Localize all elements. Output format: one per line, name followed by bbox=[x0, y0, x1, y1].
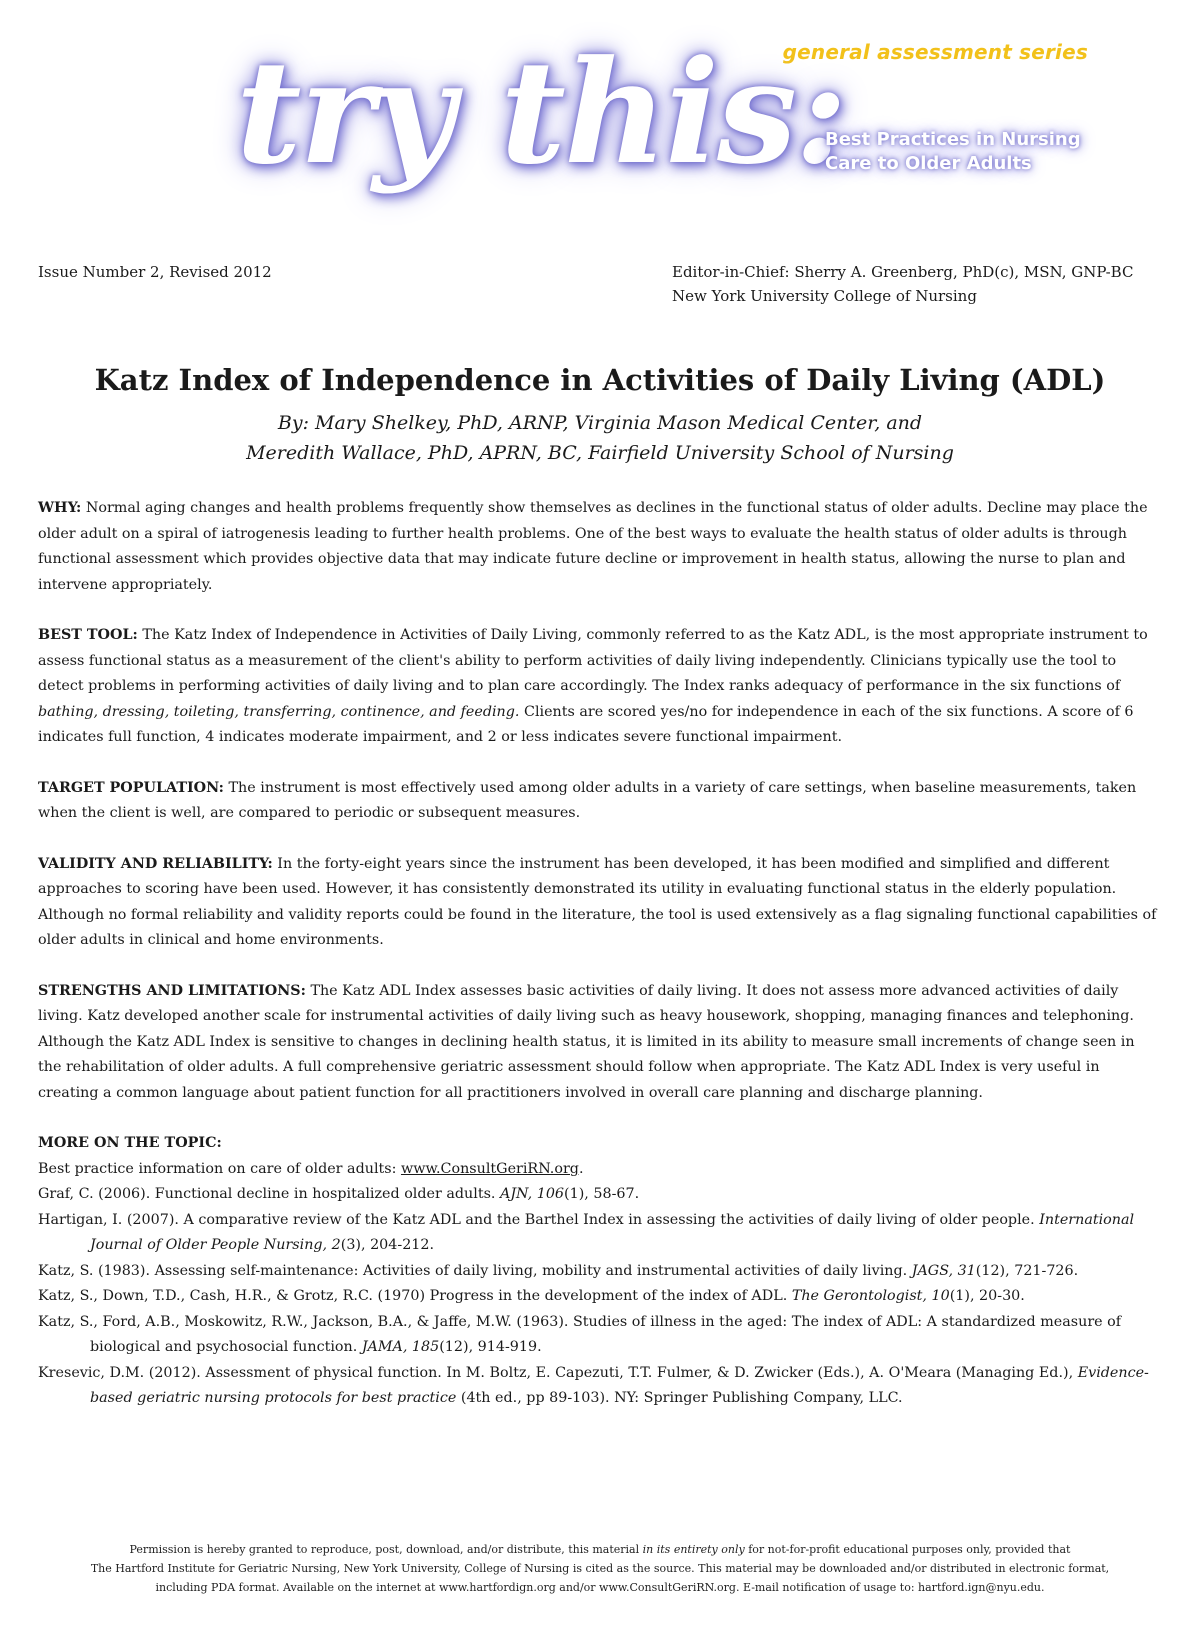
issue-number: Issue Number 2, Revised 2012 bbox=[38, 263, 272, 281]
more-on-topic bbox=[38, 1131, 1160, 1412]
section-best-tool-functions: bathing, dressing, toileting, transferring, continence, and feeding. bbox=[38, 703, 520, 720]
section-validity bbox=[38, 852, 1160, 954]
section-strengths-label: STRENGTHS AND LIMITATIONS: bbox=[38, 982, 306, 999]
section-strengths-text: The Katz ADL Index assesses basic activities of daily living. It does not assess more advanced activities of daily living. Katz developed another scale for instrumental activities of daily living such as heavy housework, shopping, managing finances and telephoning. Although the Katz ADL Index is sensitive to changes in declining health status, it is limited in its ability to measure small increments of change seen in the rehabilitation of older adults. A full comprehensive geriatric assessment should follow when appropriate. The Katz ADL Index is very useful in creating a common language about patient function for all practitioners involved in overall care planning and discharge planning. bbox=[38, 982, 1135, 1101]
byline-line-2: Meredith Wallace, PhD, APRN, BC, Fairfield University School of Nursing bbox=[246, 442, 954, 464]
reference-book-title: Evidence-based geriatric nursing protocols for best practice bbox=[90, 1364, 1149, 1406]
reference-item bbox=[38, 1259, 1160, 1285]
reference-journal: JAGS, 31 bbox=[911, 1262, 976, 1279]
section-validity-label: VALIDITY AND RELIABILITY: bbox=[38, 855, 273, 872]
best-practice-end: . bbox=[578, 1160, 584, 1177]
reference-journal: The Gerontologist, 10 bbox=[791, 1288, 950, 1304]
reference-item bbox=[38, 1182, 1160, 1208]
footer-text: Permission is hereby granted to reproduce, post, download, and/or distribute, this material bbox=[129, 1543, 640, 1556]
section-best-tool bbox=[38, 623, 1160, 751]
reference-text: Graf, C. (2006). Functional decline in hospitalized older adults. bbox=[38, 1186, 496, 1202]
reference-item bbox=[38, 1208, 1160, 1259]
byline bbox=[0, 408, 1200, 468]
editor-block bbox=[672, 260, 1133, 308]
consultgerirn-link[interactable]: www.ConsultGeriRN.org bbox=[400, 1160, 579, 1177]
byline-line-1: By: Mary Shelkey, PhD, ARNP, Virginia Mason Medical Center, and bbox=[277, 412, 923, 434]
reference-issue: (3), 204-212. bbox=[340, 1237, 435, 1253]
section-target-label: TARGET POPULATION: bbox=[38, 779, 224, 796]
footer-line-2: The Hartford Institute for Geriatric Nursing, New York University, College of Nursing is cited as the source. This material may be downloaded and/or distributed in electronic format, bbox=[90, 1562, 1110, 1575]
reference-issue: (12), 914-919. bbox=[439, 1339, 542, 1355]
document-title: Katz Index of Independence in Activities of Daily Living (ADL) bbox=[94, 363, 1106, 397]
reference-text: Kresevic, D.M. (2012). Assessment of physical function. In M. Boltz, E. Capezuti, T.T. Fulmer, & D. Zwicker (Eds.), A. O'Meara (Managing Ed.), bbox=[38, 1364, 1074, 1381]
section-why-label: WHY: bbox=[38, 500, 82, 516]
permission-footer bbox=[0, 1540, 1200, 1597]
reference-text: Katz, S., Ford, A.B., Moskowitz, R.W., Jackson, B.A., & Jaffe, M.W. (1963). Studies of illness in the aged: The index of ADL: A standardized measure of biological and psychosocial function. bbox=[38, 1313, 1122, 1355]
reference-text: Hartigan, I. (2007). A comparative review of the Katz ADL and the Barthel Index in assessing the activities of daily living of older people. bbox=[38, 1211, 1035, 1228]
footer-text-end: for not-for-profit educational purposes only, provided that bbox=[748, 1543, 1071, 1556]
more-heading: MORE ON THE TOPIC: bbox=[38, 1135, 222, 1151]
reference-item bbox=[38, 1361, 1160, 1412]
reference-issue: (12), 721-726. bbox=[975, 1262, 1079, 1279]
reference-journal: AJN, 106 bbox=[500, 1186, 565, 1202]
document-body bbox=[38, 496, 1160, 1412]
section-target-text: The instrument is most effectively used among older adults in a variety of care settings, when baseline measurements, taken when the client is well, are compared to periodic or subsequent measures. bbox=[38, 779, 1137, 821]
reference-journal: JAMA, 185 bbox=[361, 1339, 440, 1355]
reference-journal: International Journal of Older People Nursing, 2 bbox=[90, 1211, 1135, 1253]
footer-emphasis: in its entirety only bbox=[642, 1543, 745, 1556]
section-validity-text: In the forty-eight years since the instrument has been developed, it has been modified and simplified and different approaches to scoring have been used. However, it has consistently demonstrated its utility in evaluating functional status in the elderly population. Although no formal reliability and validity reports could be found in the literature, the tool is used extensively as a flag signaling functional capabilities of older adults in clinical and home environments. bbox=[38, 855, 1157, 948]
reference-item bbox=[38, 1284, 1160, 1310]
section-best-tool-text-1: The Katz Index of Independence in Activities of Daily Living, commonly referred to as the Katz ADL, is the most appropriate instrument to assess functional status as a measurement of the client's ability to perform activities of daily living independently. Clinicians typically use the tool to detect problems in performing activities of daily living and to plan care accordingly. The Index ranks adequacy of performance in the six functions of bbox=[38, 627, 1148, 694]
header-banner bbox=[0, 0, 1200, 240]
section-best-tool-text-2: Clients are scored yes/no for independence in each of the six functions. A score of 6 indicates full function, 4 indicates moderate impairment, and 2 or less indicates severe functional impairment. bbox=[38, 703, 1134, 745]
tagline-line-1: Best Practices in Nursing bbox=[825, 129, 1081, 150]
try-this-logo: try this: bbox=[236, 30, 846, 196]
best-practice-text: Best practice information on care of older adults: bbox=[38, 1160, 397, 1177]
section-why-text: Normal aging changes and health problems frequently show themselves as declines in the functional status of older adults. Decline may place the older adult on a spiral of iatrogenesis leading to further health problems. One of the best ways to evaluate the health status of older adults is through functional assessment which provides objective data that may indicate future decline or improvement in health status, allowing the nurse to plan and intervene appropriately. bbox=[38, 500, 1148, 593]
reference-text: Katz, S. (1983). Assessing self-maintenance: Activities of daily living, mobility and instrumental activities of daily living. bbox=[38, 1262, 908, 1279]
section-best-tool-label: BEST TOOL: bbox=[38, 627, 138, 643]
footer-line-1 bbox=[0, 1540, 1200, 1559]
reference-item bbox=[38, 1310, 1160, 1361]
reference-text: Katz, S., Down, T.D., Cash, H.R., & Grotz, R.C. (1970) Progress in the development of the index of ADL. bbox=[38, 1288, 788, 1304]
section-target-population bbox=[38, 776, 1160, 827]
editor-in-chief: Editor-in-Chief: Sherry A. Greenberg, PhD(c), MSN, GNP-BC bbox=[672, 263, 1134, 281]
footer-line-3: including PDA format. Available on the internet at www.hartfordign.org and/or www.ConsultGeriRN.org. E-mail notification of usage to: hartford.ign@nyu.edu. bbox=[155, 1581, 1045, 1594]
tagline bbox=[825, 128, 1081, 176]
institution: New York University College of Nursing bbox=[672, 287, 977, 305]
section-why bbox=[38, 496, 1160, 598]
reference-issue: (1), 58-67. bbox=[564, 1186, 640, 1202]
reference-publisher: (4th ed., pp 89-103). NY: Springer Publishing Company, LLC. bbox=[460, 1390, 903, 1406]
series-label: general assessment series bbox=[782, 40, 1088, 64]
reference-issue: (1), 20-30. bbox=[949, 1288, 1025, 1304]
best-practice-line bbox=[38, 1157, 1160, 1183]
section-strengths bbox=[38, 979, 1160, 1107]
tagline-line-2: Care to Older Adults bbox=[825, 153, 1032, 174]
